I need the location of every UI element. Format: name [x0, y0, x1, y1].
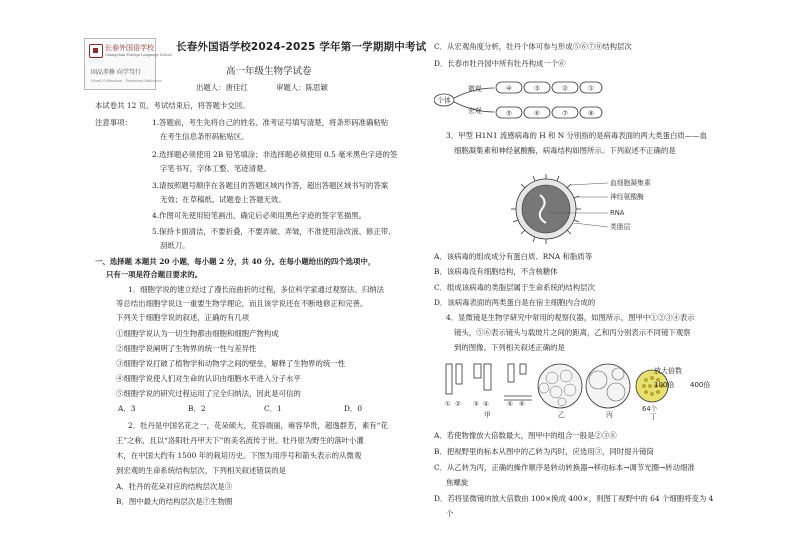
hemagglutinin-label: 血细胞凝集素	[610, 179, 651, 187]
q1-statement: ②细胞学说阐明了生物界的统一性与差异性	[116, 344, 257, 353]
q2-option-b[interactable]: B．图中最大的结构层次是⑦生物圈	[116, 497, 233, 506]
bottom-row-label: ⑦	[561, 109, 569, 118]
notice-item: 3.请按照题号顺序在各题目的答题区域内作答，超出答题区域书写的答案	[152, 181, 389, 190]
q2-stem: 王”之称，且以“洛阳牡丹甲天下”的美名流传于世。牡丹原为野生的落叶小灌	[116, 436, 364, 445]
capsid-shape	[522, 185, 570, 233]
exam-subtitle: 高一年级生物学试卷	[226, 66, 312, 77]
author-label: 出题人：唐佳红	[196, 83, 248, 92]
q1-stem: 等总结出细胞学说这一重要生物学理论，而且该学说还在不断地修正和完善。	[116, 299, 368, 308]
q1-statement: ①细胞学说认为一切生物都由细胞和细胞产物构成	[116, 329, 279, 338]
q2-option-c[interactable]: C．从宏观角度分析，牡丹个体可参与形成⑤⑥⑦⑧结构层次	[434, 42, 632, 51]
exam-title: 长春外国语学校2024-2025 学年第一学期期中考试	[176, 41, 427, 53]
bottom-row-capsules	[496, 107, 602, 118]
q1-option-c[interactable]: C．1	[264, 404, 282, 413]
school-motto-en: Moral Cultivation · Persistent Endeavor	[91, 79, 162, 83]
top-row-label: ③	[533, 84, 541, 93]
notice-item: 字笔书写，字体工整、笔迹清楚。	[160, 164, 271, 173]
q4-option-d[interactable]: D．若将显微镜的放大倍数由 100×换成 400×，则图丁视野中的 64 个细胞将变为 4	[434, 494, 714, 503]
q4-option-d-cont: 个	[446, 509, 454, 518]
magnification-400: 400倍	[690, 381, 711, 389]
section-heading: 一、选择题 本题共 20 小题，每小题 2 分，共 40 分。在每小题给出的四个选项中，	[95, 257, 376, 266]
neuraminidase-label: 神经氨酸酶	[610, 193, 644, 201]
lens-number-labels	[445, 400, 525, 408]
reviewer-label: 审题人：陈思颖	[276, 83, 328, 92]
bottom-row-label: ⑥	[533, 109, 541, 118]
q3-option-c[interactable]: C．组成该病毒的类脂层属于生命系统的结构层次	[434, 283, 595, 292]
svg-text:②: ②	[455, 400, 461, 408]
notice-item: 刮纸刀。	[160, 241, 190, 250]
q3-stem: 细胞凝集素和神经氨酸酶，病毒结构如图所示。下列叙述不正确的是	[454, 146, 676, 155]
q1-stem: 下列关于细胞学说的叙述，正确的有几项	[116, 313, 250, 322]
q1-option-b[interactable]: B．2	[188, 404, 206, 413]
q3-stem: 3．甲型 H1N1 流感病毒的 H 和 N 分别指的是病毒表面的两大类蛋白质——血	[446, 131, 707, 140]
school-name-en: Changchun Foreign Language School	[105, 53, 172, 57]
fig-jia-label: 甲	[484, 411, 491, 419]
view-bing-circle	[586, 364, 630, 408]
q2-stem: 木，在中国大约有 1500 年的栽培历史。下图为用序号和箭头表示的从微观	[116, 451, 362, 460]
life-system-diagram	[434, 80, 604, 120]
fig-count-label: 64个	[642, 405, 658, 413]
q1-option-a[interactable]: A．3	[118, 404, 136, 413]
q1-stem: 1．细胞学说的建立经过了漫长而曲折的过程，多位科学家通过观察法、归纳法	[128, 285, 384, 294]
svg-text:⑥: ⑥	[519, 400, 525, 408]
exam-authors	[196, 83, 354, 94]
notice-label: 注意事项：	[95, 118, 132, 127]
section-heading-cont: 只有一项是符合题目要求的。	[106, 270, 203, 279]
q3-option-d[interactable]: D．该病毒表面的两类蛋白是在宿主细胞内合成的	[434, 298, 596, 307]
magnification-title: 放大倍数	[654, 367, 682, 375]
notice-item: 4.作图可先使用铅笔画出，确定后必须用黑色字迹的签字笔描黑。	[152, 211, 366, 220]
lipid-layer-label: 类脂层	[610, 223, 631, 231]
fig-ding-label: 丁	[650, 413, 657, 420]
microscope-figure	[444, 362, 684, 420]
q1-statement: ④细胞学说使人们对生命的认识由细胞水平进入分子水平	[116, 374, 301, 383]
q4-option-a[interactable]: A．若使物像放大倍数最大，图甲中的组合一般是②③⑥	[434, 431, 617, 440]
q1-statement: ③细胞学说打破了植物学和动物学之间的壁垒，解释了生物界的统一性	[116, 359, 346, 368]
fig-bing-label: 丙	[606, 411, 613, 419]
school-crest-icon	[89, 44, 103, 58]
q4-option-b[interactable]: B．把视野里的标本从图中的乙转为丙时，应选用③，同时提升镜筒	[434, 447, 654, 456]
svg-text:④: ④	[483, 400, 489, 408]
svg-text:③: ③	[473, 400, 479, 408]
macro-label: 宏观	[468, 107, 482, 115]
svg-text:①: ①	[445, 400, 451, 408]
view-yi-circle	[538, 364, 582, 408]
q2-stem: 2．牡丹是中国名花之一，花朵硕大，花容端丽，雍容华贵，超逸群芳，素有“花	[128, 421, 388, 430]
top-row-label: ②	[561, 84, 569, 93]
q3-option-b[interactable]: B．该病毒没有细胞结构，不含核糖体	[434, 267, 558, 276]
q4-option-c-cont: 焦螺旋	[446, 478, 469, 487]
bottom-row-label: ⑧	[587, 109, 595, 118]
intro-text: 本试卷共 12 页。考试结束后，将答题卡交回。	[95, 101, 250, 110]
q4-stem: 4．显微镜是生物学研究中常用的观察仪器，如图所示，图甲中①②③④表示	[446, 313, 695, 322]
top-row-capsules	[496, 82, 602, 93]
notice-item: 5.保持卡面清洁，不要折叠，不要弄破、弄皱，不准使用涂改液、修正带、	[152, 227, 396, 236]
q2-stem: 到宏观的生命系统结构层次，下列相关叙述错误的是	[116, 466, 286, 475]
bottom-row-label: ⑤	[505, 109, 513, 118]
lens-tubes	[446, 364, 532, 400]
micro-label: 微观	[468, 85, 482, 93]
fig-yi-label: 乙	[558, 411, 565, 419]
notice-item: 无效；在草稿纸、试题卷上答题无效。	[160, 195, 286, 204]
q4-stem: 到的图像。下列相关叙述正确的是	[454, 343, 565, 352]
q2-option-a[interactable]: A．牡丹的花朵对应的结构层次是③	[116, 482, 233, 491]
q4-option-c[interactable]: C．从乙转为丙，正确的操作顺序是转动转换器→移动标本→调节光圈→转动细准	[434, 463, 695, 472]
notice-item: 2.选择题必须使用 2B 铅笔填涂；非选择题必须使用 0.5 毫米黑色字迹的签	[152, 150, 398, 159]
q1-option-d[interactable]: D．0	[344, 404, 363, 413]
q3-option-a[interactable]: A．该病毒的组成成分有蛋白质、RNA 和脂质等	[434, 252, 593, 261]
school-name-logo: 长春外国语学校	[105, 44, 154, 52]
notice-item: 在考生信息条形码粘贴区。	[160, 132, 249, 141]
top-row-label: ①	[587, 84, 595, 93]
q1-statement: ⑤细胞学说的研究过程运用了完全归纳法，因此是可信的	[116, 389, 301, 398]
school-motto: 固品养修 向学笃行	[91, 69, 141, 76]
svg-text:⑤: ⑤	[507, 400, 513, 408]
individual-label: 个体	[437, 96, 451, 105]
virus-structure-diagram	[510, 173, 690, 245]
top-row-label: ④	[505, 84, 513, 93]
magnification-100: 100倍	[654, 381, 675, 389]
q4-stem: 镜头，⑤⑥表示镜头与载玻片之间的距离，乙和丙分别表示不同镜下观察	[454, 328, 691, 337]
notice-item: 1.答题前，考生先将自己的姓名、准考证号填写清楚，将条形码准确粘贴	[152, 118, 389, 127]
school-logo	[84, 38, 172, 90]
q2-option-d[interactable]: D．长春市牡丹园中所有牡丹构成一个⑥	[434, 59, 566, 68]
rna-label: RNA	[610, 209, 625, 217]
